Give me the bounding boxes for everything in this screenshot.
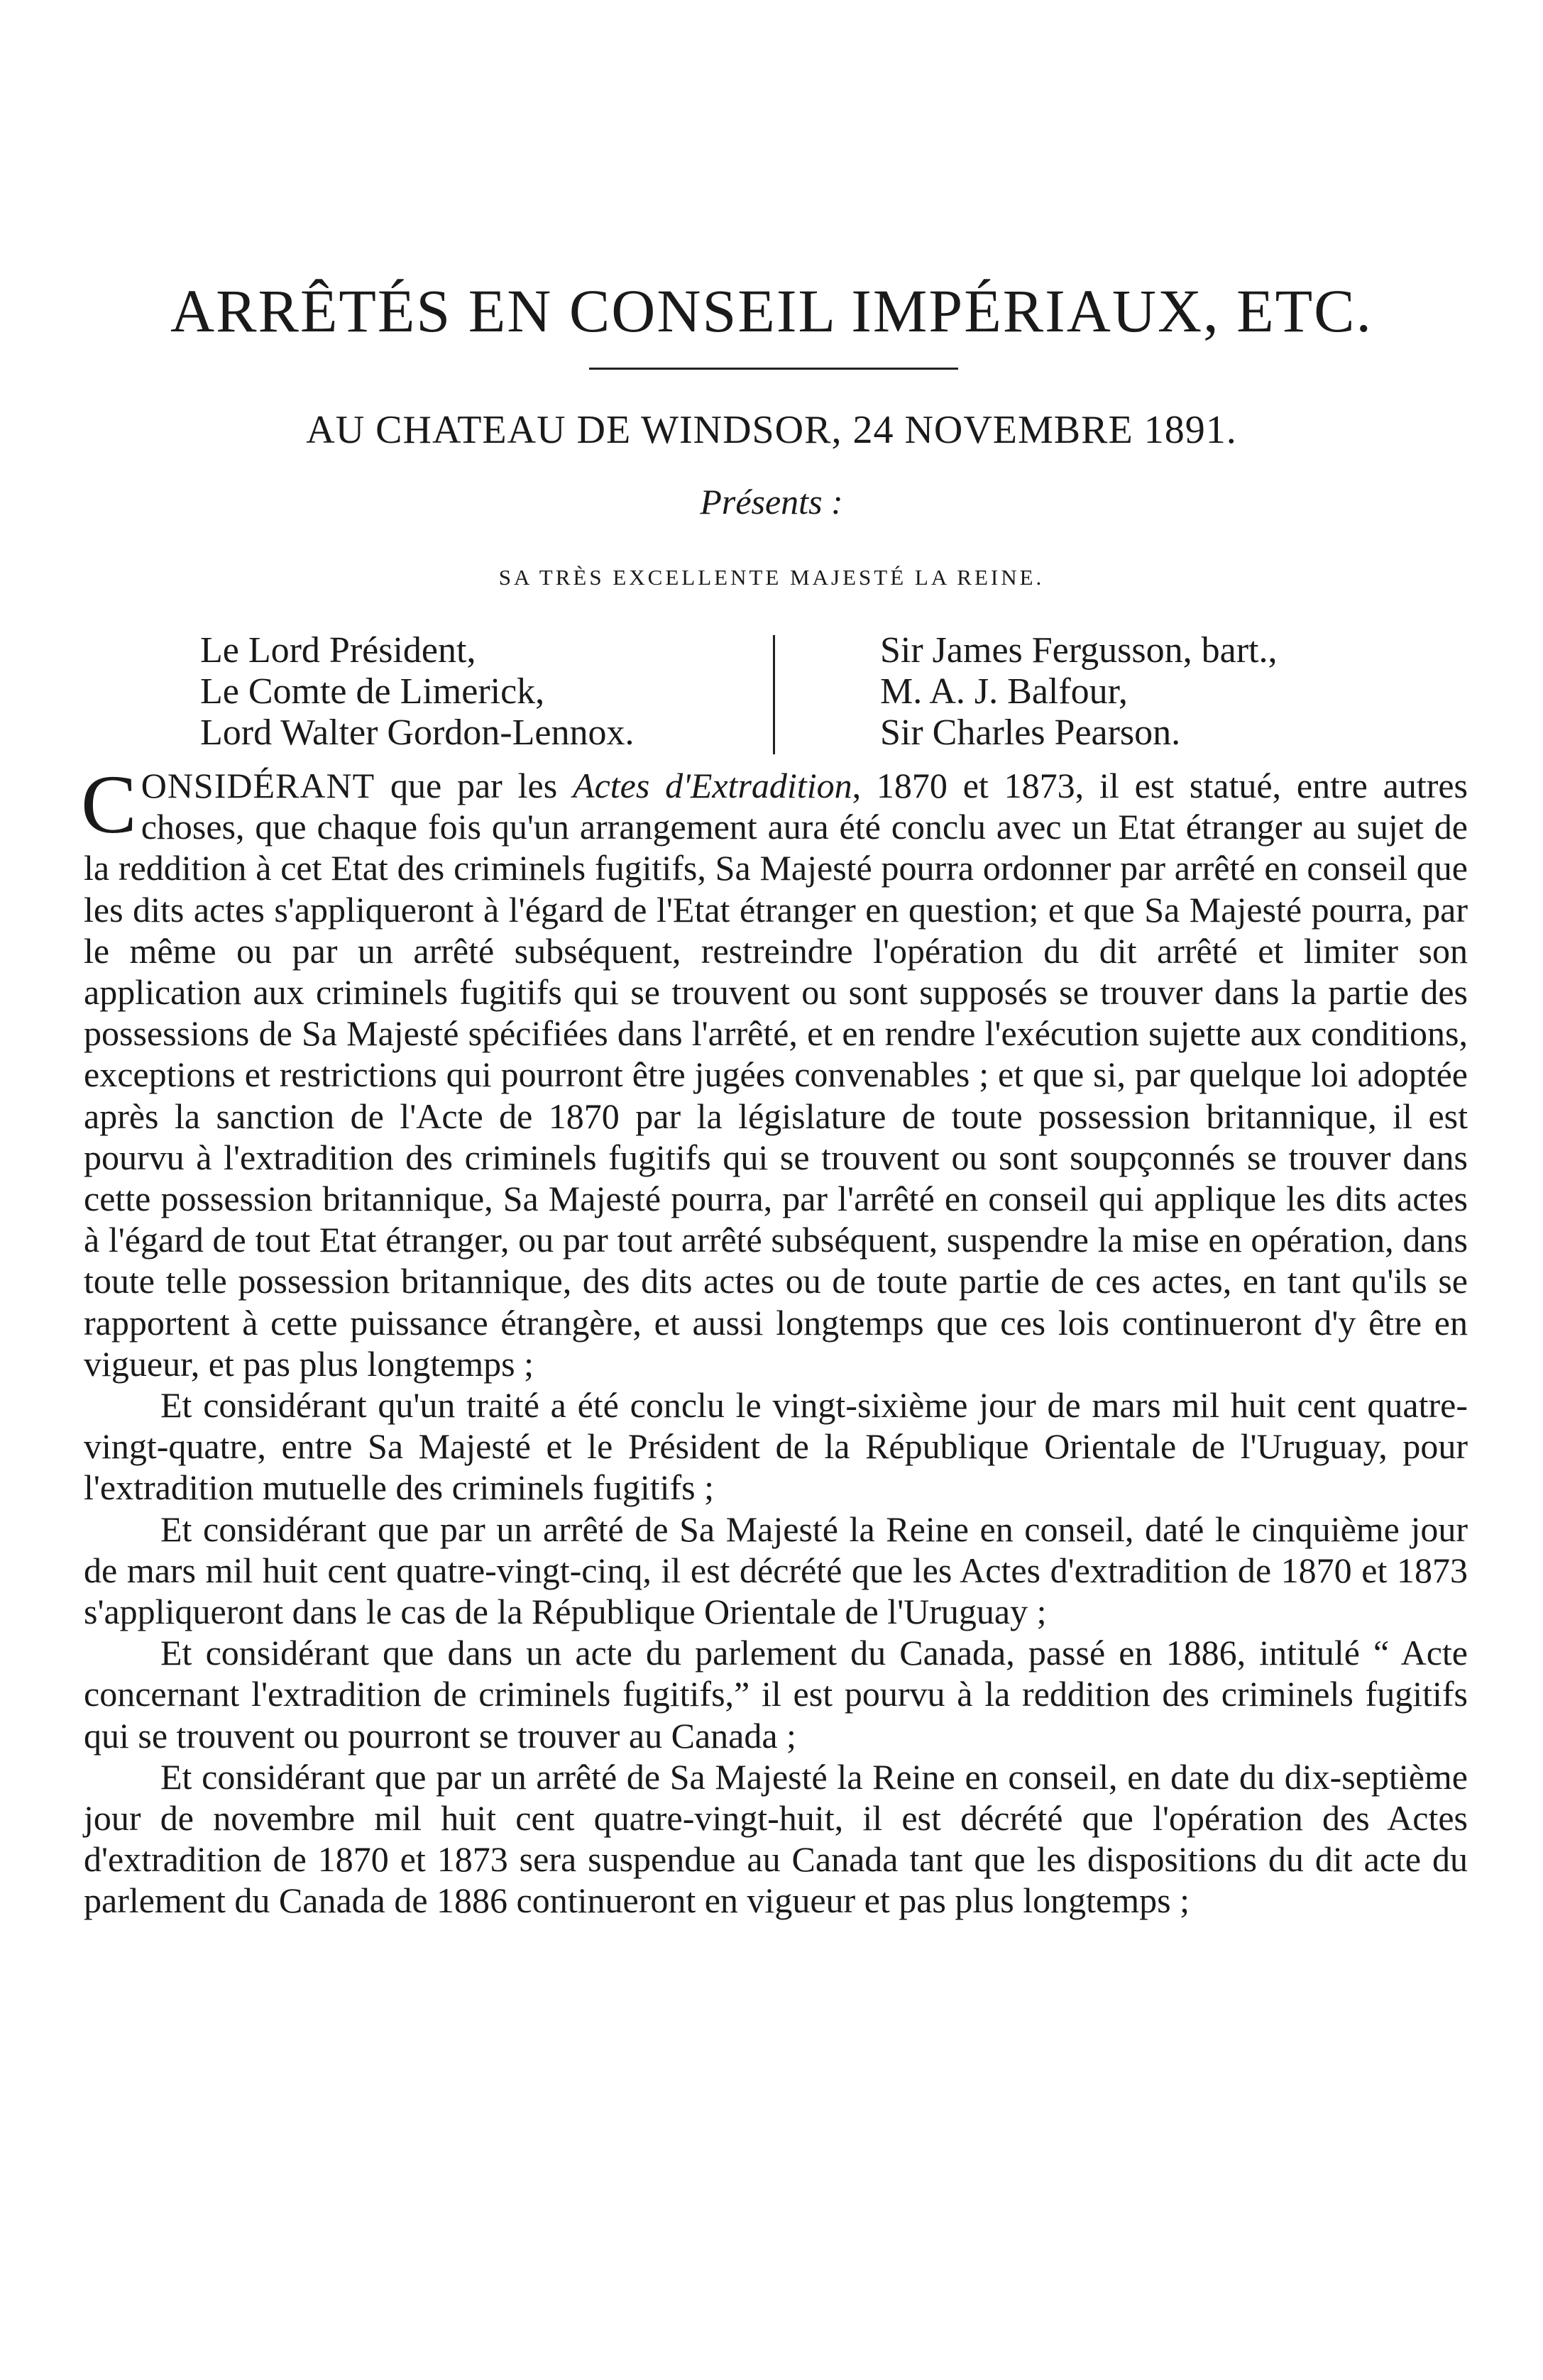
presents-label: Présents : — [700, 482, 843, 522]
member-name: Sir James Fergusson, bart., — [880, 630, 1278, 671]
drop-cap: C — [81, 758, 137, 851]
member-name: Lord Walter Gordon-Lennox. — [200, 712, 635, 753]
members-divider — [773, 635, 775, 754]
title-rule — [589, 368, 958, 370]
paragraph-order-1888: Et considérant que par un arrêté de Sa Majesté la Reine en conseil, en date du dix-septième jour de novembre mil huit cent quatre-vingt-huit, il est décrété que l'opération des Actes d'extradition de 1870 et 1873 sera suspendue au Canada tant que les dispositions du dit acte du parlement du Canada de 1886 continueront en vigueur et pas plus longtemps ; — [84, 1756, 1468, 1921]
place-date-heading: AU CHATEAU DE WINDSOR, 24 NOVEMBRE 1891. — [306, 408, 1237, 452]
paragraph-order-1885: Et considérant que par un arrêté de Sa Majesté la Reine en conseil, daté le cinquième jour de mars mil huit cent quatre-vingt-cinq, il est décrété que les Actes d'extradition de 1870 et 1873 s'appliqueront dans le cas de la République Orientale de l'Uruguay ; — [84, 1509, 1468, 1632]
member-name: Le Comte de Limerick, — [200, 671, 545, 712]
paragraph-text: que par les — [375, 766, 573, 805]
italic-title: Actes d'Extradition — [573, 766, 852, 805]
members-right-column — [880, 630, 1277, 754]
member-name: Sir Charles Pearson. — [880, 712, 1181, 753]
paragraph-text: , 1870 et 1873, il est statué, entre autres choses, que chaque fois qu'un arrangement aura été conclu avec un Etat étranger au sujet de la reddition à cet Etat des criminels fugitifs, Sa Majesté pourra ordonner par arrêté en conseil que les dits actes s'appliqueront à l'égard de l'Etat étranger en question; et que Sa Majesté pourra, par le même ou par un arrêté subséquent, restreindre l'opération du dit arrêté et limiter son application aux criminels fugitifs qui se trouvent ou sont supposés se trouver dans la partie des possessions de Sa Majesté spécifiées dans l'arrêté, et en rendre l'exécution sujette aux conditions, exceptions et restrictions qui pourront être jugées convenables ; et que si, par quelque loi adoptée après la sanction de l'Acte de 1870 par la législature de toute possession britannique, il est pourvu à l'extradition des criminels fugitifs qui se trouvent ou sont soupçonnés se trouver dans cette possession britannique, Sa Majesté pourra, par l'arrêté en conseil qui applique les dits actes à l'égard de tout Etat étranger, ou par tout arrêté subséquent, suspendre la mise en opération, dans toute telle possession britannique, des dits actes ou de toute partie de ces actes, en tant qu'ils se rapportent à cette puissance étrangère, et aussi longtemps que ces lois continueront d'y être en vigueur, et pas plus longtemps ; — [84, 766, 1468, 1384]
paragraph-considerant — [81, 758, 1468, 1384]
paragraph-canada-act: Et considérant que dans un acte du parlement du Canada, passé en 1886, intitulé “ Acte concernant l'extradition de criminels fugitifs,” il est pourvu à la reddition des criminels fugitifs qui se trouvent ou pourront se trouver au Canada ; — [84, 1633, 1468, 1756]
body-text — [81, 758, 1468, 1922]
members-left-column — [200, 630, 634, 754]
page-title: ARRÊTÉS EN CONSEIL IMPÉRIAUX, ETC. — [170, 277, 1373, 345]
lead-word: ONSIDÉRANT — [141, 766, 375, 805]
majesty-line: SA TRÈS EXCELLENTE MAJESTÉ LA REINE. — [498, 565, 1045, 590]
paragraph-treaty: Et considérant qu'un traité a été conclu le vingt-sixième jour de mars mil huit cent quatre-vingt-quatre, entre Sa Majesté et le Président de la République Orientale de l'Uruguay, pour l'extradition mutuelle des criminels fugitifs ; — [84, 1385, 1468, 1508]
member-name: Le Lord Président, — [200, 630, 476, 671]
member-name: M. A. J. Balfour, — [880, 671, 1128, 712]
